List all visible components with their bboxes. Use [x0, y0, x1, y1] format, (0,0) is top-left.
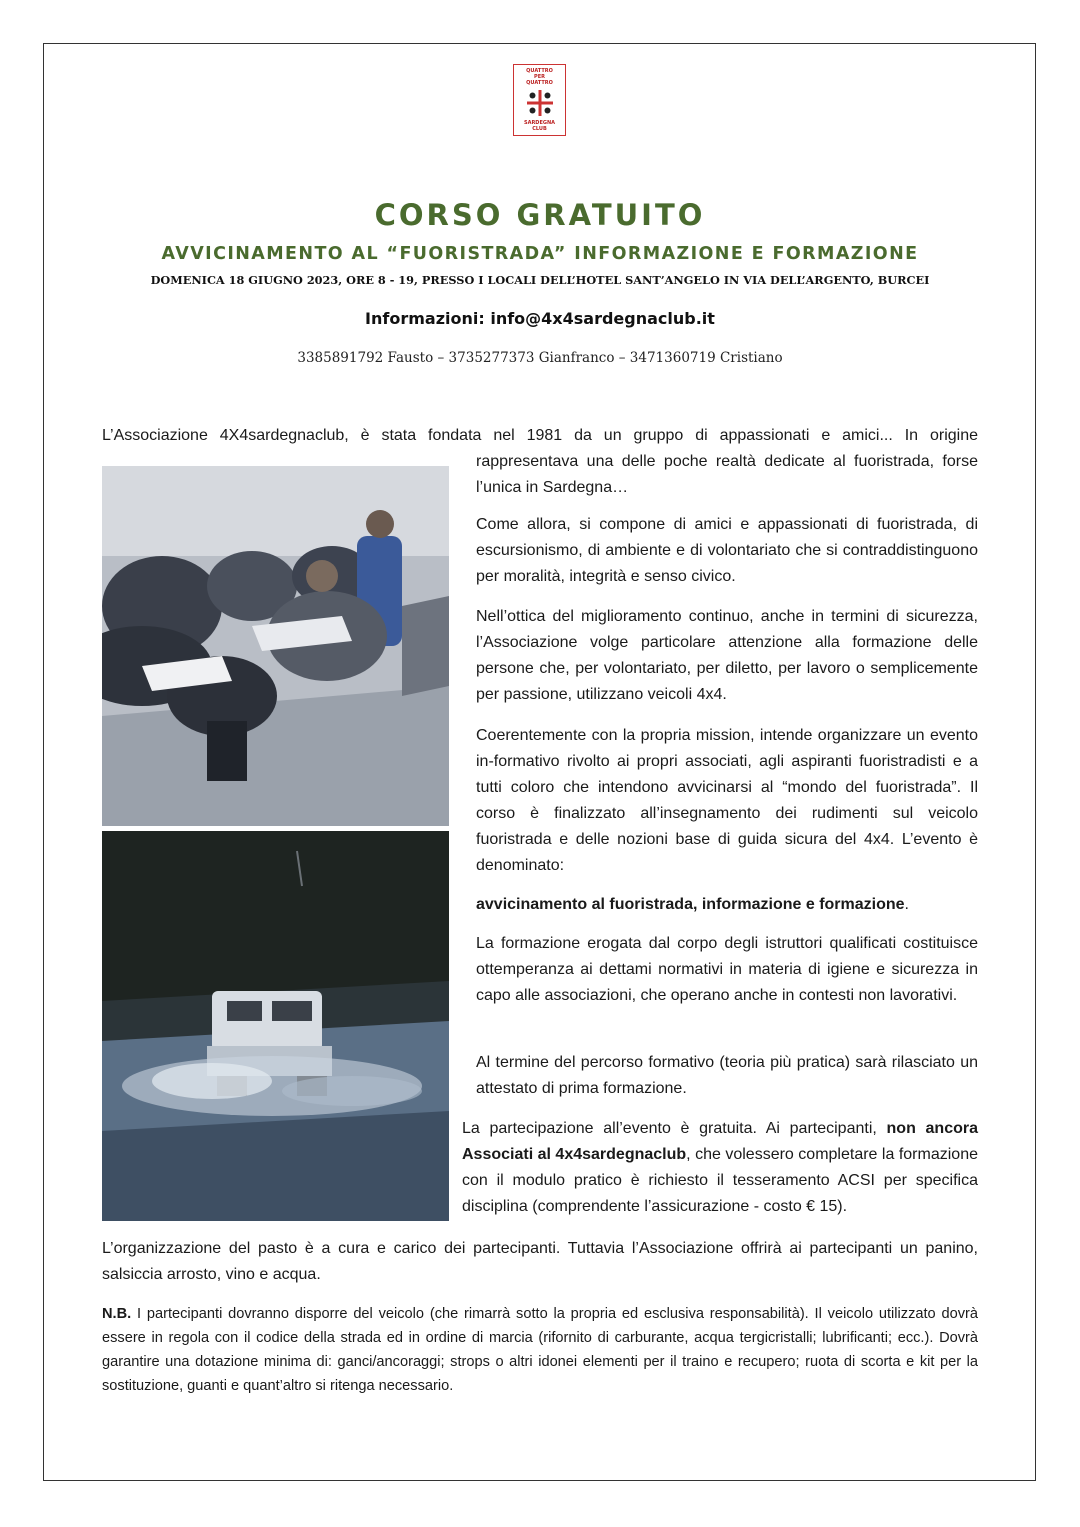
paragraph-mission: Coerentemente con la propria mission, intende organizzare un evento in-formativo rivolto ai propri associati, agli aspiranti fuoristradisti e a tutti coloro che intendono avvicinarsi al “mondo del fuoristrada”. Il corso è finalizzato all’insegnamento dei rudimenti sul veicolo fuoristrada e delle nozioni base di guida sicura del 4x4. L’evento è denominato: [476, 727, 978, 874]
logo-text-bottom: SARDEGNA CLUB [523, 120, 556, 132]
page-title: CORSO GRATUITO [374, 198, 706, 232]
paragraph-intro-rest: rappresentava una delle poche realtà dedicate al fuoristrada, forse l’unica in Sardegna… [476, 453, 978, 496]
paragraph-improvement: Nell’ottica del miglioramento continuo, anche in termini di sicurezza, l’Associazione volge particolare attenzione alla formazione delle persone che, per volontariato, per diletto, per lavoro o semplicemente per passione, utilizzano veicoli 4x4. [476, 608, 978, 703]
event-date-line: DOMENICA 18 GIUGNO 2023, ORE 8 - 19, PRESSO I LOCALI DELL’HOTEL SANT’ANGELO IN VIA DELL’ARGENTO, BURCEI [150, 273, 930, 287]
info-email[interactable]: Informazioni: info@4x4sardegnaclub.it [365, 309, 715, 328]
offroad-water-photo [102, 831, 449, 1221]
paragraph-participation [462, 1116, 978, 1220]
paragraph-event-name [476, 892, 978, 918]
club-logo [513, 64, 566, 136]
classroom-photo [102, 466, 449, 826]
participation-bold: non ancora Associati al 4x4sardegnaclub [462, 1120, 978, 1163]
paragraph-certificate: Al termine del percorso formativo (teoria più pratica) sarà rilasciato un attestato di prima formazione. [476, 1054, 978, 1097]
paragraph-lunch: L’organizzazione del pasto è a cura e carico dei partecipanti. Tuttavia l’Associazione offrirà ai partecipanti un panino, salsiccia arrosto, vino e acqua. [102, 1240, 978, 1283]
paragraph-composition: Come allora, si compone di amici e appassionati di fuoristrada, di escursionismo, di ambiente e di volontariato che si contraddistinguono per moralità, integrità e senso civico. [476, 516, 978, 585]
contact-phones: 3385891792 Fausto – 3735277373 Gianfranco – 3471360719 Cristiano [297, 350, 783, 366]
logo-text-top: QUATTRO PER QUATTRO [526, 68, 553, 86]
note-label: N.B. [102, 1306, 132, 1322]
event-name-bold: avvicinamento al fuoristrada, informazione e formazione [476, 896, 905, 913]
page-subtitle: AVVICINAMENTO AL “FUORISTRADA” INFORMAZIONE E FORMAZIONE [161, 244, 919, 264]
paragraph-training: La formazione erogata dal corpo degli istruttori qualificati costituisce ottemperanza ai dettami normativi in materia di igiene e sicurezza in capo alle associazioni, che operano anche in contesti non lavorativi. [476, 935, 978, 1004]
paragraph-intro-line: L’Associazione 4X4sardegnaclub, è stata fondata nel 1981 da un gruppo di appassionati e amici... In origine [102, 427, 978, 444]
sardinia-flag-icon [527, 90, 553, 116]
participation-text-a: La partecipazione all’evento è gratuita. Ai partecipanti, [462, 1120, 887, 1137]
note-text: I partecipanti dovranno disporre del veicolo (che rimarrà sotto la propria ed esclusiva responsabilità). Il veicolo utilizzato dovrà essere in regola con il codice della strada ed in ordine di marcia (rifornito di carburante, acqua tergicristalli; lubrificanti; ecc.). Dovrà garantire una dotazione minima di: ganci/ancoraggi; strops o altri idonei elementi per il traino e recupero; ruota di scorta e kit per la sostituzione, guanti e quant’altro si ritenga necessario. [102, 1306, 978, 1394]
paragraph-note [102, 1302, 978, 1398]
event-name-period: . [904, 896, 909, 913]
participation-text-b: , che volessero completare la formazione con il modulo pratico è richiesto il tesseramento ACSI per specifica disciplina (comprendente l’assicurazione - costo € 15). [462, 1146, 978, 1215]
